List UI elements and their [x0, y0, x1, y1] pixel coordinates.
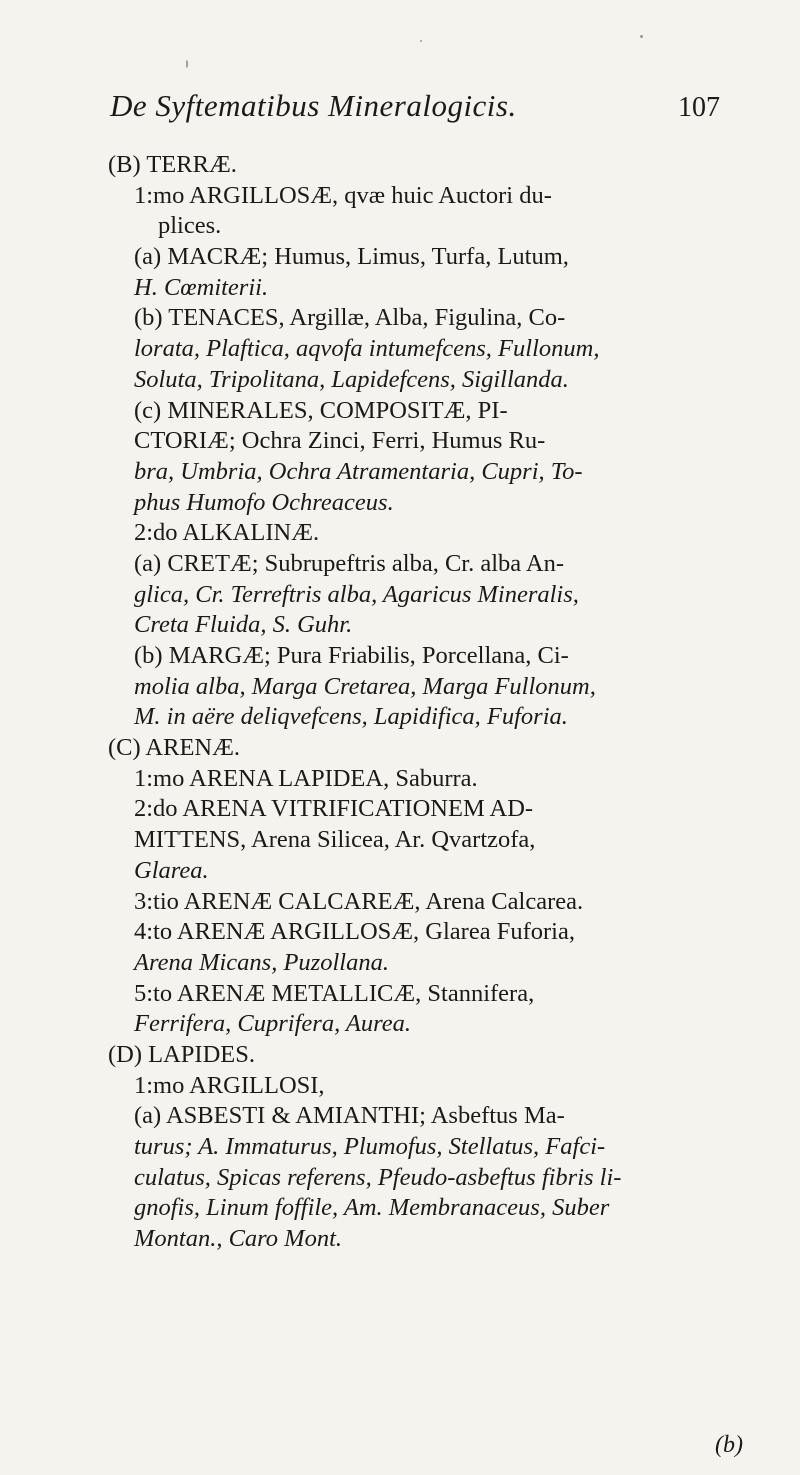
- text-line: Soluta, Tripolitana, Lapidefcens, Sigillanda.: [134, 365, 569, 393]
- text-line: phus Humofo Ochreaceus.: [134, 488, 394, 516]
- paper-speck: [640, 35, 643, 38]
- text-line: (C) ARENÆ.: [108, 734, 241, 762]
- text-line: Montan., Caro Mont.: [134, 1225, 343, 1253]
- paper-speck: [186, 60, 188, 68]
- text-line: 4:to ARENÆ ARGILLOSÆ, Glarea Fuforia,: [134, 918, 575, 946]
- text-line: bra, Umbria, Ochra Atramentaria, Cupri, To-: [134, 457, 583, 485]
- text-line: molia alba, Marga Cretarea, Marga Fullonum,: [134, 672, 596, 700]
- page-number: 107: [678, 92, 720, 123]
- text-line: 1:mo ARGILLOSÆ, qvæ huic Auctori du-: [134, 181, 552, 209]
- text-line: 3:tio ARENÆ CALCAREÆ, Arena Calcarea.: [134, 887, 584, 915]
- text-line: glica, Cr. Terreftris alba, Agaricus Mineralis,: [134, 580, 579, 608]
- text-line: MITTENS, Arena Silicea, Ar. Qvartzofa,: [134, 826, 536, 854]
- text-line: 5:to ARENÆ METALLICÆ, Stannifera,: [134, 979, 535, 1007]
- text-line: 1:mo ARGILLOSI,: [134, 1071, 325, 1099]
- paper-speck: [420, 40, 422, 42]
- catchword: (b): [715, 1432, 743, 1458]
- body-text: [108, 150, 748, 1255]
- text-line: 2:do ALKALINÆ.: [134, 519, 320, 547]
- text-line: Glarea.: [134, 856, 209, 884]
- text-line: turus; A. Immaturus, Plumofus, Stellatus, Fafci-: [134, 1133, 606, 1160]
- text-line: (a) CRETÆ; Subrupeftris alba, Cr. alba An-: [134, 549, 565, 577]
- text-line: H. Cœmiterii.: [134, 273, 269, 301]
- text-line: 2:do ARENA VITRIFICATIONEM AD-: [134, 795, 534, 823]
- text-line: gnofis, Linum foffile, Am. Membranaceus, Suber: [134, 1194, 610, 1222]
- text-line: Arena Micans, Puzollana.: [134, 948, 389, 976]
- page-header: [110, 88, 720, 128]
- text-line: (b) MARGÆ; Pura Friabilis, Porcellana, Ci-: [134, 642, 569, 669]
- text-line: 1:mo ARENA LAPIDEA, Saburra.: [134, 764, 478, 792]
- text-line: culatus, Spicas referens, Pfeudo-asbeftus fibris li-: [134, 1163, 622, 1191]
- text-line: (c) MINERALES, COMPOSITÆ, PI-: [134, 396, 508, 424]
- text-line: (D) LAPIDES.: [108, 1040, 255, 1068]
- text-line: CTORIÆ; Ochra Zinci, Ferri, Humus Ru-: [134, 427, 546, 455]
- text-line: lorata, Plaftica, aqvofa intumefcens, Fullonum,: [134, 335, 600, 363]
- text-line: Ferrifera, Cuprifera, Aurea.: [134, 1010, 411, 1038]
- text-line: (a) MACRÆ; Humus, Limus, Turfa, Lutum,: [134, 243, 569, 271]
- running-title: De Syftematibus Mineralogicis.: [110, 88, 517, 123]
- text-line: M. in aëre deliqvefcens, Lapidifica, Fuforia.: [134, 703, 568, 731]
- text-line: Creta Fluida, S. Guhr.: [134, 611, 353, 639]
- text-line: (b) TENACES, Argillæ, Alba, Figulina, Co-: [134, 304, 566, 332]
- text-line: plices.: [158, 212, 222, 240]
- text-line: (a) ASBESTI & AMIANTHI; Asbeftus Ma-: [134, 1102, 565, 1130]
- text-line: (B) TERRÆ.: [108, 151, 237, 178]
